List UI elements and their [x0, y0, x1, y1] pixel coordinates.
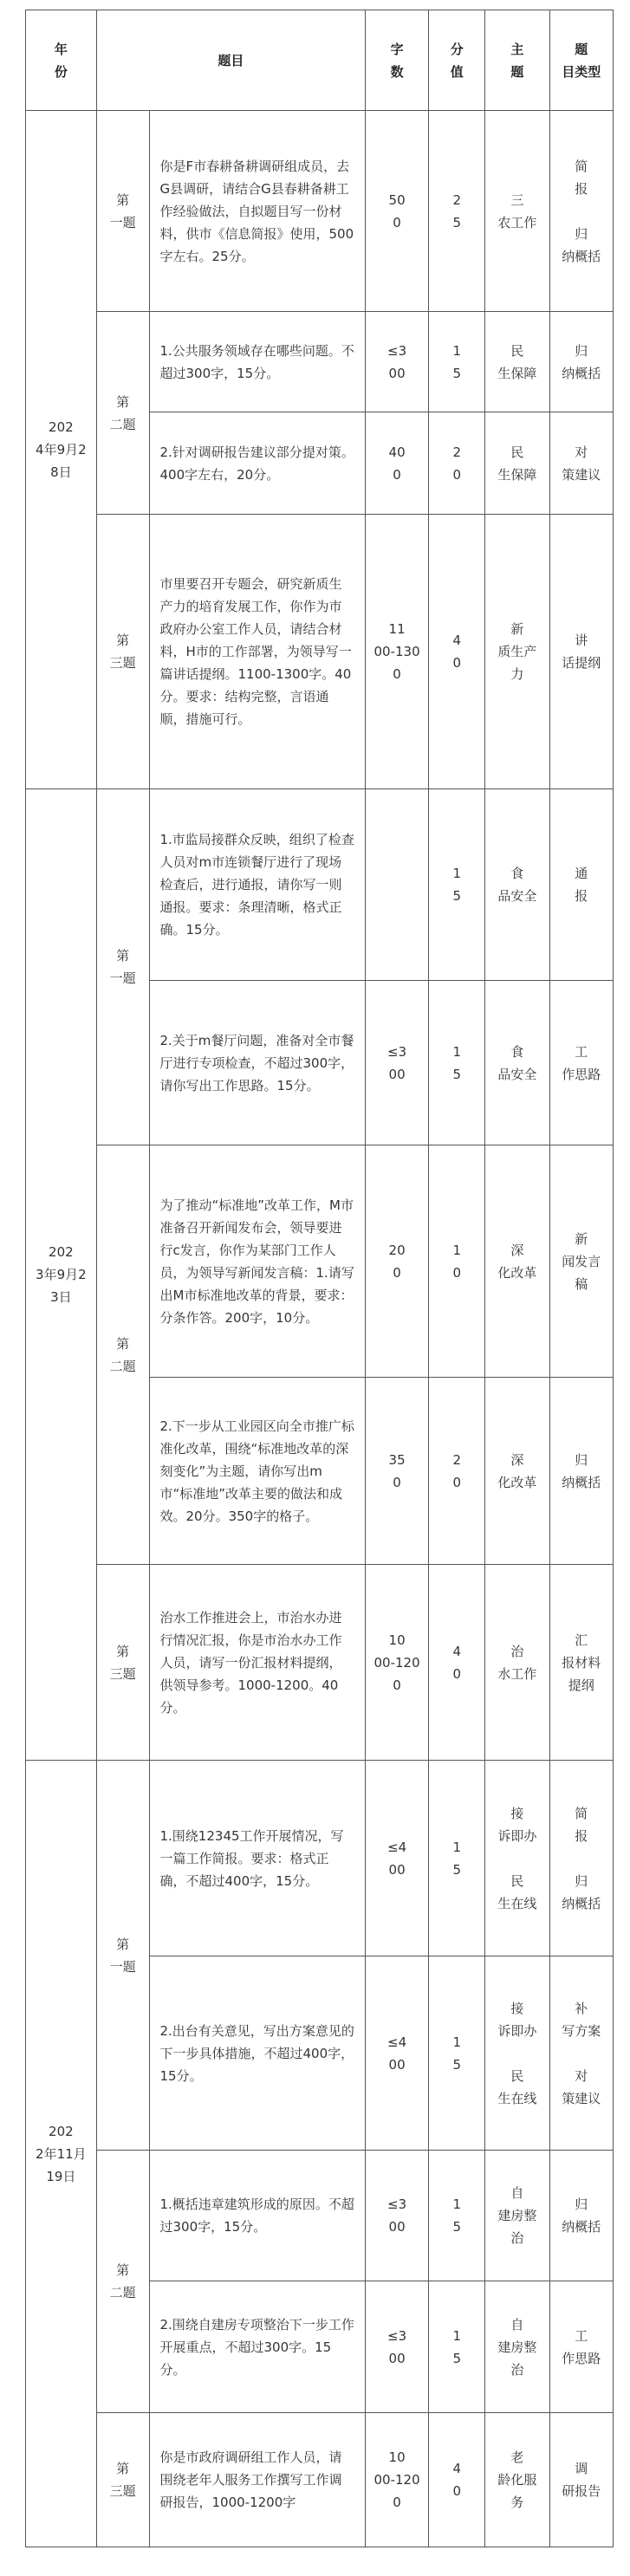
table-row [26, 1761, 614, 1956]
score: 1 5 [429, 789, 485, 981]
question-type: 通 报 [549, 789, 613, 981]
score: 1 5 [429, 2151, 485, 2281]
question-text: 1.市监局接群众反映，组织了检查人员对m市连锁餐厅进行了现场检查后，进行通报，请你写一则通报。要求：条理清晰，格式正确。15分。 [149, 789, 365, 981]
word-count: ≤3 00 [365, 981, 428, 1145]
score: 1 5 [429, 981, 485, 1145]
topic: 民 生保障 [485, 312, 549, 412]
exam-table-wrapper [25, 10, 614, 2547]
header-title: 题目 [96, 10, 365, 111]
header-row [26, 10, 614, 111]
question-type: 调 研报告 [549, 2413, 613, 2547]
question-number: 第 一题 [96, 1761, 149, 2151]
year-cell: 202 2年11月 19日 [26, 1761, 97, 2547]
year-cell: 202 3年9月2 3日 [26, 789, 97, 1761]
topic: 新 质生产 力 [485, 515, 549, 789]
question-number: 第 三题 [96, 2413, 149, 2547]
word-count: 50 0 [365, 111, 428, 312]
question-text: 市里要召开专题会，研究新质生产力的培育发展工作，你作为市政府办公室工作人员，请结合材料，H市的工作部署，为领导写一篇讲话提纲。1100-1300字。40分。要求：结构完整，言语通顺，措施可行。 [149, 515, 365, 789]
score: 1 5 [429, 1956, 485, 2151]
word-count: ≤4 00 [365, 1761, 428, 1956]
question-number: 第 二题 [96, 2151, 149, 2413]
score: 4 0 [429, 1565, 485, 1761]
question-number: 第 一题 [96, 789, 149, 1145]
score: 1 0 [429, 1145, 485, 1378]
question-text: 为了推动“标准地”改革工作，M市准备召开新闻发布会，领导要进行c发言，你作为某部门工作人员，为领导写新闻发言稿：1.请写出M市标准地改革的背景，要求：分条作答。200字，10分。 [149, 1145, 365, 1378]
word-count: ≤4 00 [365, 1956, 428, 2151]
topic: 民 生保障 [485, 412, 549, 515]
question-number: 第 一题 [96, 111, 149, 312]
table-row [26, 2151, 614, 2281]
question-text: 你是F市春耕备耕调研组成员，去G县调研，请结合G县春耕备耕工作经验做法，自拟题目写一份材料，供市《信息简报》使用，500字左右。25分。 [149, 111, 365, 312]
topic: 食 品安全 [485, 981, 549, 1145]
word-count: 20 0 [365, 1145, 428, 1378]
question-type: 归 纳概括 [549, 1378, 613, 1565]
word-count: 40 0 [365, 412, 428, 515]
score: 4 0 [429, 515, 485, 789]
header-words: 字 数 [365, 10, 428, 111]
score: 2 0 [429, 1378, 485, 1565]
word-count: ≤3 00 [365, 2281, 428, 2413]
table-row [26, 2413, 614, 2547]
word-count: 35 0 [365, 1378, 428, 1565]
score: 2 0 [429, 412, 485, 515]
topic: 深 化改革 [485, 1378, 549, 1565]
score: 1 5 [429, 312, 485, 412]
question-type: 归 纳概括 [549, 2151, 613, 2281]
question-type: 工 作思路 [549, 981, 613, 1145]
topic: 自 建房整 治 [485, 2281, 549, 2413]
topic: 自 建房整 治 [485, 2151, 549, 2281]
question-type: 简 报 归 纳概括 [549, 111, 613, 312]
year-cell: 202 4年9月2 8日 [26, 111, 97, 789]
question-text: 1.概括违章建筑形成的原因。不超过300字，15分。 [149, 2151, 365, 2281]
question-type: 对 策建议 [549, 412, 613, 515]
topic: 接 诉即办 民 生在线 [485, 1956, 549, 2151]
question-number: 第 二题 [96, 1145, 149, 1565]
topic: 接 诉即办 民 生在线 [485, 1761, 549, 1956]
question-type: 讲 话提纲 [549, 515, 613, 789]
question-text: 2.围绕自建房专项整治下一步工作开展重点，不超过300字。15分。 [149, 2281, 365, 2413]
word-count [365, 789, 428, 981]
table-row [26, 515, 614, 789]
question-number: 第 三题 [96, 1565, 149, 1761]
question-type: 补 写方案 对 策建议 [549, 1956, 613, 2151]
topic: 三 农工作 [485, 111, 549, 312]
topic: 老 龄化服 务 [485, 2413, 549, 2547]
question-text: 2.下一步从工业园区向全市推广标准化改革，围绕“标准地改革的深刻变化”为主题，请你写出m市“标准地”改革主要的做法和成效。20分。350字的格子。 [149, 1378, 365, 1565]
question-number: 第 二题 [96, 312, 149, 515]
question-type: 汇 报材料 提纲 [549, 1565, 613, 1761]
table-row [26, 312, 614, 412]
table-row [26, 1145, 614, 1378]
header-score: 分 值 [429, 10, 485, 111]
word-count: ≤3 00 [365, 2151, 428, 2281]
question-text: 你是市政府调研组工作人员，请围绕老年人服务工作撰写工作调研报告，1000-1200字 [149, 2413, 365, 2547]
question-number: 第 三题 [96, 515, 149, 789]
question-type: 简 报 归 纳概括 [549, 1761, 613, 1956]
header-year: 年 份 [26, 10, 97, 111]
score: 2 5 [429, 111, 485, 312]
question-text: 治水工作推进会上，市治水办进行情况汇报，你是市治水办工作人员，请写一份汇报材料提纲，供领导参考。1000-1200。40分。 [149, 1565, 365, 1761]
question-text: 1.公共服务领域存在哪些问题。不超过300字，15分。 [149, 312, 365, 412]
score: 4 0 [429, 2413, 485, 2547]
table-row [26, 789, 614, 981]
table-row [26, 1565, 614, 1761]
topic: 深 化改革 [485, 1145, 549, 1378]
question-type: 归 纳概括 [549, 312, 613, 412]
word-count: 10 00-120 0 [365, 1565, 428, 1761]
exam-table [25, 10, 614, 2547]
question-type: 新 闻发言 稿 [549, 1145, 613, 1378]
topic: 食 品安全 [485, 789, 549, 981]
topic: 治 水工作 [485, 1565, 549, 1761]
question-text: 2.针对调研报告建议部分提对策。400字左右，20分。 [149, 412, 365, 515]
question-text: 1.围绕12345工作开展情况，写一篇工作简报。要求：格式正确，不超过400字，15分。 [149, 1761, 365, 1956]
table-row [26, 111, 614, 312]
header-topic: 主 题 [485, 10, 549, 111]
question-text: 2.关于m餐厅问题，准备对全市餐厅进行专项检查，不超过300字，请你写出工作思路。15分。 [149, 981, 365, 1145]
question-text: 2.出台有关意见，写出方案意见的下一步具体措施，不超过400字，15分。 [149, 1956, 365, 2151]
score: 1 5 [429, 2281, 485, 2413]
word-count: 11 00-130 0 [365, 515, 428, 789]
score: 1 5 [429, 1761, 485, 1956]
header-type: 题 目类型 [549, 10, 613, 111]
word-count: 10 00-120 0 [365, 2413, 428, 2547]
question-type: 工 作思路 [549, 2281, 613, 2413]
word-count: ≤3 00 [365, 312, 428, 412]
